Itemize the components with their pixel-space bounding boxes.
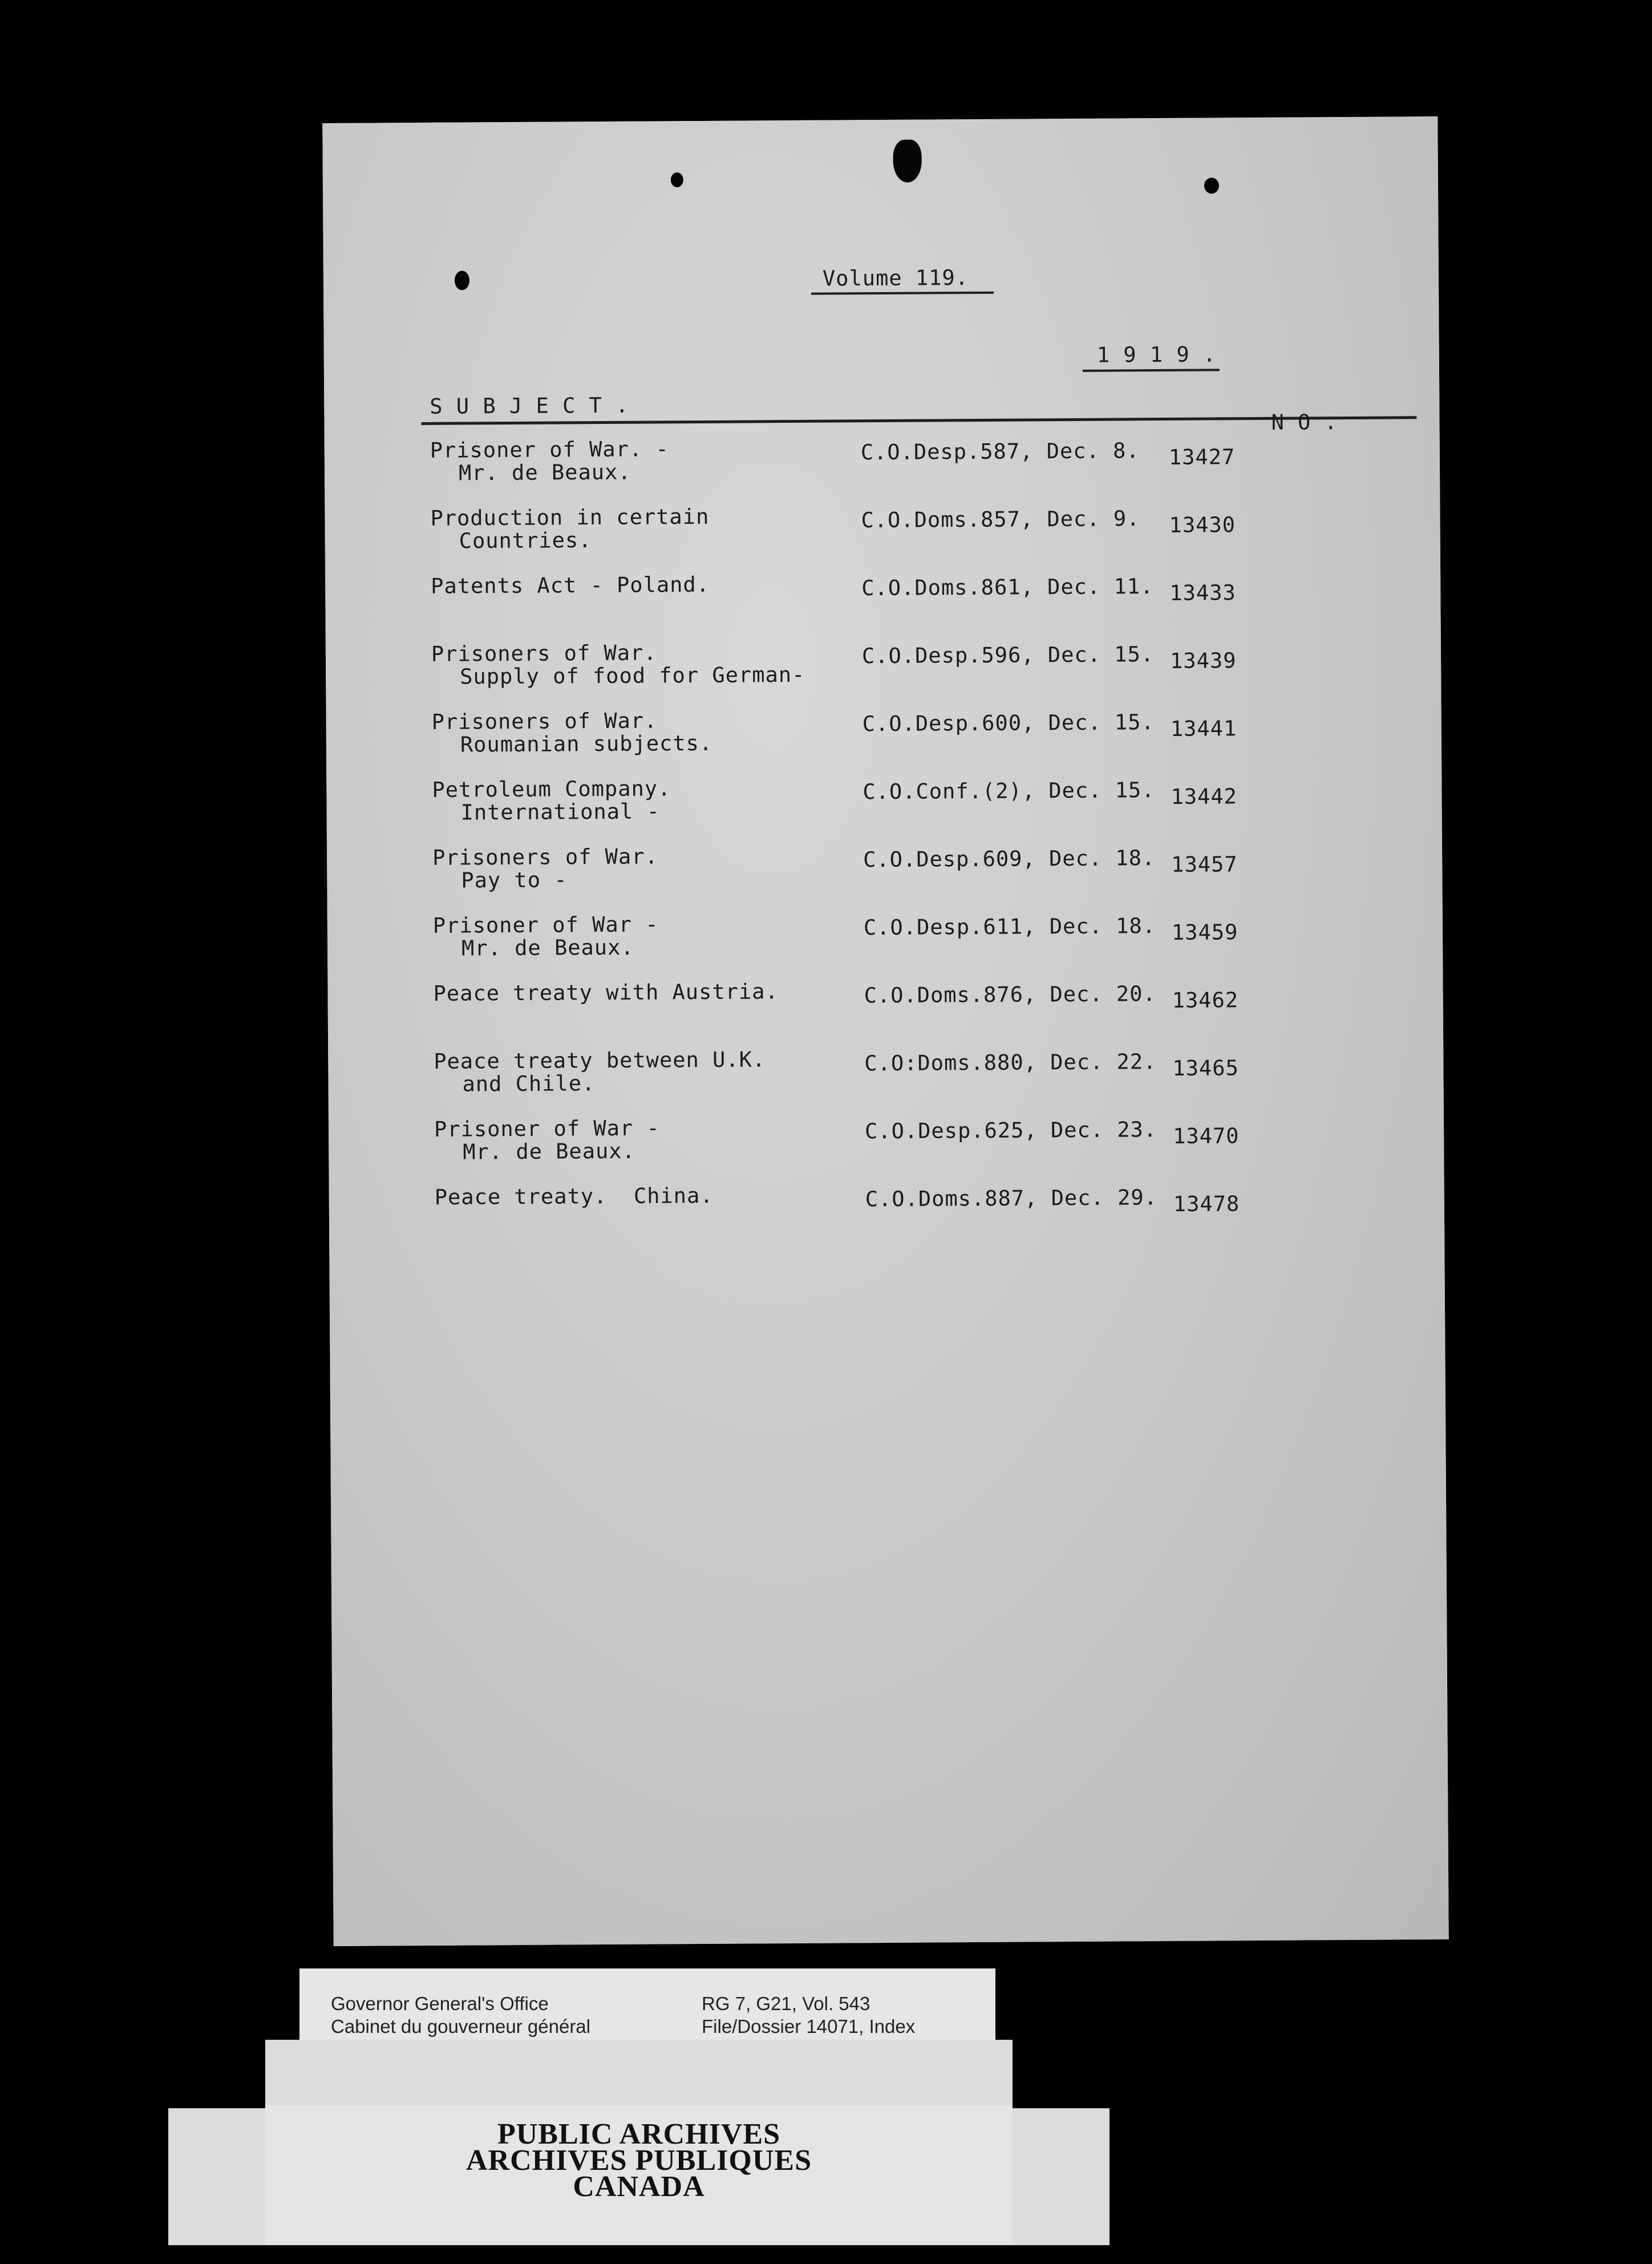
record-group-reference: RG 7, G21, Vol. 543 (702, 1993, 870, 2014)
punch-hole-left (671, 172, 683, 187)
entry-number: 13442 (1171, 784, 1238, 809)
entry-subject-line2: International - (460, 799, 660, 825)
stamp-notch-left (168, 2040, 265, 2108)
entry-reference: C.O.Doms.857, Dec. 9. (861, 506, 1140, 533)
entry-number: 13433 (1169, 580, 1236, 605)
entry-subject-line1: Prisoners of War. (432, 844, 658, 870)
entry-reference: C.O.Doms.876, Dec. 20. (864, 981, 1156, 1008)
stamp-line-2: ARCHIVES PUBLIQUES (465, 2144, 812, 2177)
number-header: N O . (1271, 410, 1338, 435)
entry-reference: C.O.Desp.609, Dec. 18. (863, 846, 1156, 872)
entry-reference: C.O.Desp.596, Dec. 15. (861, 642, 1155, 669)
entry-reference: C.O.Desp.625, Dec. 23. (864, 1117, 1157, 1144)
index-entry (327, 840, 1442, 893)
index-entry (325, 569, 1440, 605)
entry-subject-line1: Prisoner of War - (432, 912, 659, 938)
entry-subject (433, 980, 778, 1005)
entry-subject (430, 506, 709, 553)
office-english: Governor General's Office (331, 1993, 549, 2014)
entry-subject (430, 438, 669, 485)
entry-reference: C.O.Desp.587, Dec. 8. (860, 438, 1140, 465)
index-entry (328, 1044, 1443, 1097)
entry-subject-line1: Prisoners of War. (431, 640, 657, 666)
entry-subject (434, 1117, 660, 1163)
punch-hole-margin (455, 270, 469, 290)
entry-number: 13462 (1172, 988, 1239, 1013)
entry-subject-line1: Prisoner of War - (434, 1115, 660, 1142)
entry-subject-line1: Production in certain (430, 504, 710, 531)
entry-subject (433, 913, 659, 960)
index-entry (326, 705, 1442, 757)
entry-number: 13430 (1169, 512, 1236, 537)
entry-subject-line1: Prisoners of War. (431, 708, 658, 734)
entry-subject (432, 777, 671, 824)
entry-subject-line2: Roumanian subjects. (460, 730, 713, 757)
file-reference: File/Dossier 14071, Index (702, 2016, 916, 2037)
entry-number: 13470 (1173, 1123, 1240, 1149)
entry-number: 13459 (1171, 920, 1238, 945)
year-underline (1083, 369, 1220, 371)
entry-number: 13439 (1169, 648, 1237, 673)
entry-number: 13457 (1171, 852, 1238, 877)
entry-number: 13441 (1170, 716, 1237, 741)
document-page (322, 116, 1448, 1946)
archives-stamp (265, 2118, 1013, 2203)
entry-subject (431, 641, 805, 689)
punch-hole-center (893, 140, 921, 183)
entry-subject (434, 1048, 766, 1096)
entry-subject (435, 1184, 714, 1209)
entry-reference: C.O.Doms.861, Dec. 11. (861, 574, 1154, 601)
index-entry (327, 976, 1443, 1013)
stamp-line-1: PUBLIC ARCHIVES (497, 2118, 781, 2150)
entry-subject (432, 709, 713, 757)
entry-number: 13427 (1168, 444, 1236, 470)
index-entry (326, 637, 1441, 689)
punch-hole-right (1204, 177, 1219, 193)
entry-subject-line2: Mr. de Beaux. (461, 935, 634, 961)
entry-subject-line2: Mr. de Beaux. (458, 459, 631, 486)
subject-header: S U B J E C T . (430, 393, 629, 419)
volume-underline (811, 292, 994, 295)
index-entry (325, 501, 1440, 553)
volume-heading: Volume 119. (822, 265, 969, 291)
entry-reference: C.O.Desp.611, Dec. 18. (863, 913, 1156, 940)
index-entry (329, 1112, 1444, 1165)
entry-number: 13465 (1172, 1056, 1239, 1081)
entry-subject-line2: and Chile. (462, 1071, 596, 1097)
entry-reference: C.O.Conf.(2), Dec. 15. (863, 778, 1155, 804)
index-entry (327, 908, 1443, 961)
entry-subject-line1: Prisoner of War. - (430, 436, 669, 463)
entry-subject-line1: Peace treaty with Austria. (433, 979, 779, 1006)
entry-subject-line1: Patents Act - Poland. (431, 572, 710, 599)
stamp-line-3: CANADA (573, 2170, 705, 2203)
entry-subject-line1: Peace treaty. China. (434, 1183, 714, 1210)
entry-reference: C.O.Doms.887, Dec. 29. (865, 1185, 1157, 1212)
entry-subject-line2: Supply of food for German- (460, 662, 805, 689)
stamp-notch-right (1013, 2040, 1110, 2108)
entry-reference: C.O:Doms.880, Dec. 22. (864, 1049, 1157, 1076)
entry-subject (432, 845, 658, 892)
entry-subject-line2: Pay to - (461, 867, 568, 893)
entry-reference: C.O.Desp.600, Dec. 15. (862, 710, 1155, 737)
entry-subject (431, 573, 710, 598)
index-entry (326, 773, 1442, 825)
entry-subject-line2: Mr. de Beaux. (463, 1138, 635, 1165)
entry-subject-line1: Peace treaty between U.K. (434, 1047, 766, 1074)
entry-subject-line1: Petroleum Company. (432, 776, 671, 802)
office-french: Cabinet du gouverneur général (331, 2016, 590, 2037)
entry-subject-line2: Countries. (459, 528, 592, 553)
year-heading: 1 9 1 9 . (1096, 342, 1217, 367)
entry-number: 13478 (1173, 1191, 1240, 1216)
index-entry (329, 1180, 1444, 1216)
